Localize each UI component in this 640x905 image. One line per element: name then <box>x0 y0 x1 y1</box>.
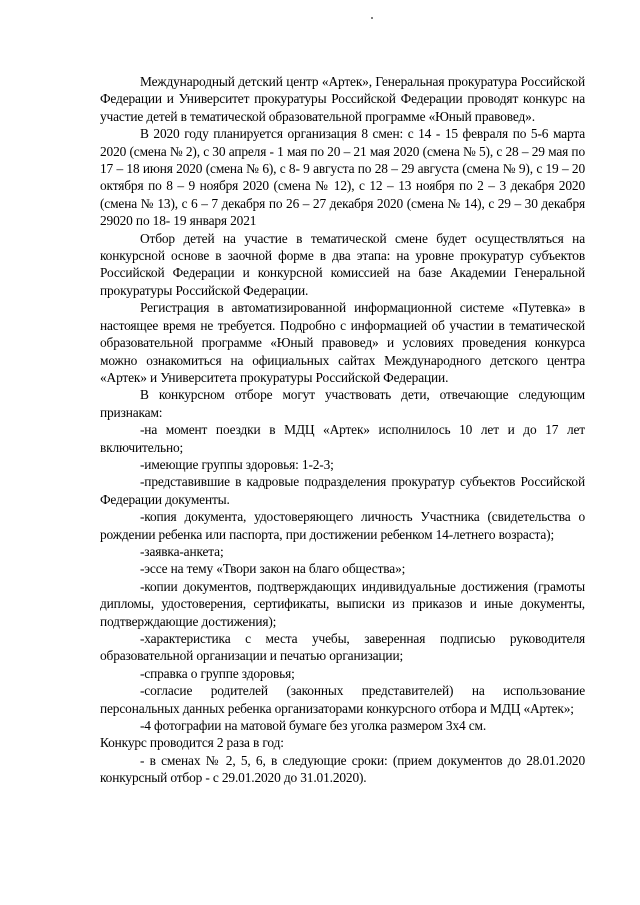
paragraph-eligibility: В конкурсном отборе могут участвовать дети, отвечающие следующим признакам: <box>100 387 585 420</box>
paragraph-selection: Отбор детей на участие в тематической смене будет осуществляться на конкурсной основе в заочной форме в два этапа: на уровне прокуратур субъектов Российской Федерации и конкурсной комиссией на базе Академии Генеральной прокуратуры Российской Федерации. <box>100 230 585 298</box>
list-item-school-reference: -характеристика с места учебы, заверенная подписью руководителя образовательной организации и печатью организации; <box>100 631 585 664</box>
paragraph-registration: Регистрация в автоматизированной информационной системе «Путевка» в настоящее время не требуется. Подробно с информацией об участии в тематической образовательной программе «Юный правовед» и условиях проведения конкурса можно ознакомиться на официальных сайтах Международного детского центра «Артек» и Университета прокуратуры Российской Федерации. <box>100 300 585 385</box>
paragraph-contest-dates: - в сменах № 2, 5, 6, в следующие сроки: (прием документов до 28.01.2020 конкурсный отбор - с 29.01.2020 до 31.01.2020). <box>100 752 585 786</box>
list-item-documents: -представившие в кадровые подразделения прокуратур субъектов Российской Федерации документы. <box>100 474 585 507</box>
list-item-id-copy: -копия документа, удостоверяющего личность Участника (свидетельства о рождении ребенка или паспорта, при достижении ребенком 14-летнего возраста); <box>100 509 585 542</box>
scan-speck <box>371 17 373 19</box>
list-item-essay: -эссе на тему «Твори закон на благо общества»; <box>140 561 406 577</box>
paragraph-shifts: В 2020 году планируется организация 8 смен: с 14 - 15 февраля по 5-6 марта 2020 (смена № 2), с 30 апреля - 1 мая по 20 – 21 мая 2020 (смена № 5), с 28 – 29 мая по 17 – 18 июня 2020 (смена № 6), с 8- 9 августа по 28 – 29 августа (смена № 9), с 19 – 20 октября по 8 – 9 ноября 2020 (смена № 12), с 12 – 13 ноября по 2 – 3 декабря 2020 (смена № 13), с 6 – 7 декабря по 26 – 27 декабря 2020 (смена № 14), с 29 – 30 декабря 29020 по 18- 19 января 2021 <box>100 126 585 229</box>
list-item-application: -заявка-анкета; <box>140 543 224 559</box>
document-body <box>100 73 585 787</box>
list-item-achievements: -копии документов, подтверждающих индивидуальные достижения (грамоты дипломы, удостоверения, сертификаты, выписки из приказов и иные документы, подтверждающие достижения); <box>100 578 585 629</box>
list-item-parental-consent: -согласие родителей (законных представителей) на использование персональных данных ребенка организаторами конкурсного отбора и МДЦ «Артек»; <box>100 683 585 716</box>
list-item-health-certificate: -справка о группе здоровья; <box>140 665 295 681</box>
paragraph-intro: Международный детский центр «Артек», Генеральная прокуратура Российской Федерации и Университет прокуратуры Российской Федерации проводят конкурс на участие детей в тематической образовательной программе «Юный правовед». <box>100 74 585 124</box>
list-item-health-group: -имеющие группы здоровья: 1-2-3; <box>140 456 334 472</box>
paragraph-contest-frequency: Конкурс проводится 2 раза в год: <box>100 735 284 751</box>
list-item-photos: -4 фотографии на матовой бумаге без уголка размером 3х4 см. <box>140 718 487 734</box>
list-item-age: -на момент поездки в МДЦ «Артек» исполнилось 10 лет и до 17 лет включительно; <box>100 422 585 455</box>
